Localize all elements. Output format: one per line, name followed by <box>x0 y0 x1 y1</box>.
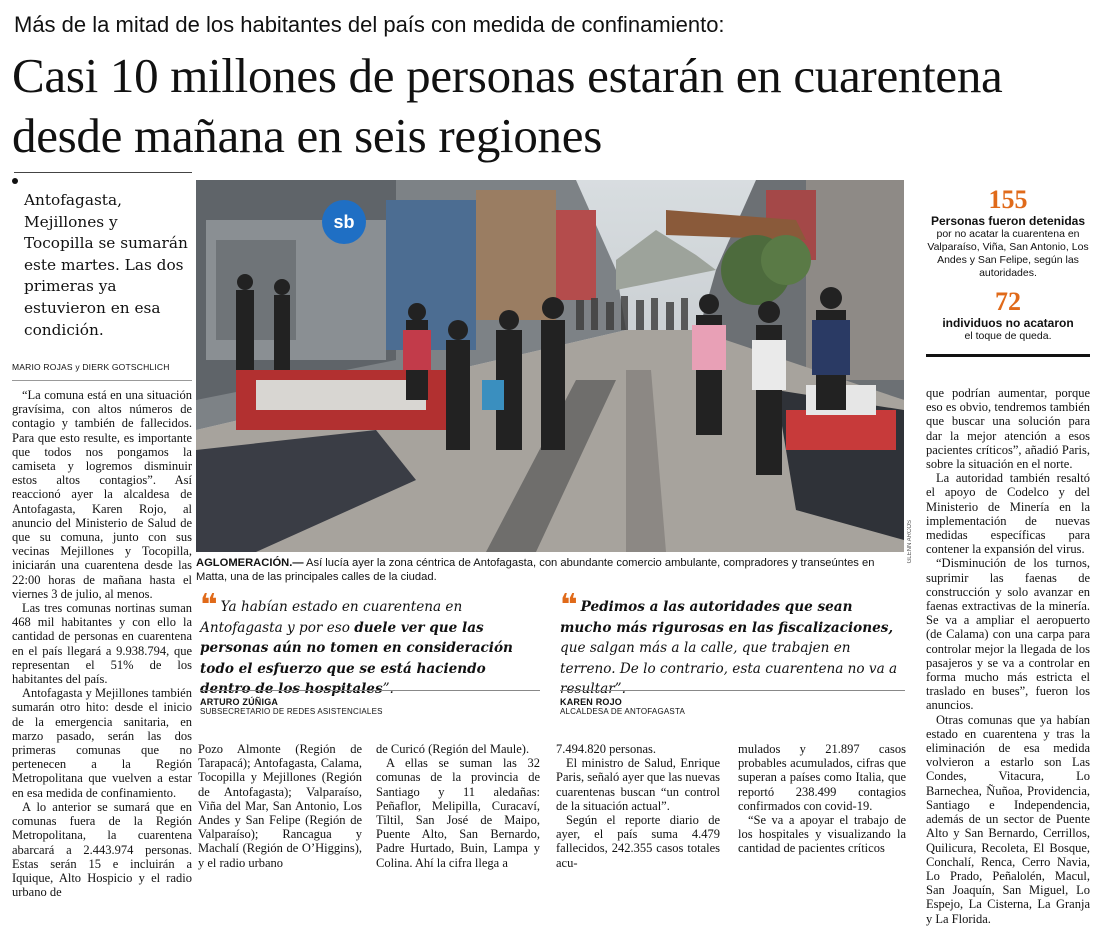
quote-1-attribution <box>200 697 540 716</box>
stat-1-number: 155 <box>988 185 1028 214</box>
quote-1-name: ARTURO ZÚÑIGA <box>200 697 279 707</box>
body-column-5 <box>738 742 906 860</box>
paragraph: Antofagasta y Mejillones también sumarán otro hito: desde el inicio de la emergencia sanitaria, en marzo pasado, serán las dos primeras comunas que no pertenecen a la Región Metropolitana que vuelven a estar en esa medida de confinamiento. <box>12 686 192 800</box>
stat-1-title: Personas fueron detenidas <box>930 214 1086 228</box>
stat-2-number: 72 <box>995 287 1021 316</box>
stat-1-text: por no acatar la cuarentena en Valparaíso, Viña, San Antonio, Los Andes y San Felipe, según las autoridades. <box>927 228 1089 279</box>
paragraph: “La comuna está en una situación gravísima, con altos números de contagio y también de fallecidos. Para que esto resulte, es importante que todos nos pongamos la camiseta y logremos disminuir estos altos contagios”. Así reaccionó ayer la alcaldesa de Antofagasta, Karen Rojo, al anuncio del Ministerio de Salud de que su comuna, junto con sus vecinas Mejillones y Tocopilla, iniciarán una cuarentena desde las 22:00 horas de mañana hasta el viernes 3 de julio, al menos. <box>12 388 192 601</box>
paragraph: “Disminución de los turnos, suprimir las faenas de construcción y solo avanzar en faenas extractivas de la minería. Se va a ampliar el aeropuerto (de Calama) con una carpa para controlar mejor la llegada de los pasajeros y se va a controlar en forma mucho más estricta el traslado en buses”, fueron los anuncios. <box>926 556 1090 713</box>
quote-mark-icon: ❝ <box>200 588 215 623</box>
stat-2-text: el toque de queda. <box>964 330 1052 342</box>
quote-2-role: ALCALDESA DE ANTOFAGASTA <box>560 707 685 716</box>
paragraph: A ellas se suman las 32 comunas de la provincia de Santiago y 11 aledañas: Peñaflor, Melipilla, Curacaví, Tiltil, San José de Maipo, Puente Alto, San Bernardo, Padre Hurtado, Buin, Lampa y Colina. Ahí la cifra llega a <box>376 756 540 870</box>
kicker: Más de la mitad de los habitantes del país con medida de confinamiento: <box>14 12 725 37</box>
paragraph: de Curicó (Región del Maule). <box>376 742 530 756</box>
lead-text: Antofagasta, Mejillones y Tocopilla se sumarán este martes. Las dos primeras ya estuvieron en esa condición. <box>24 191 188 339</box>
paragraph: Según el reporte diario de ayer, el país suma 4.479 fallecidos, 242.355 casos totales acu- <box>556 813 720 870</box>
paragraph: mulados y 21.897 casos probables acumulados, cifras que superan a países como Italia, que reportó 238.499 contagios confirmados con covid-19. <box>738 742 906 813</box>
pull-quote-2 <box>560 588 905 700</box>
sidebar-rule <box>926 354 1090 357</box>
paragraph: Otras comunas que ya habían estado en cuarentena y tras la eliminación de esa medida volvieron a estarlo son Las Condes, Vitacura, Lo Barnechea, Ñuñoa, Providencia, Santiago e Independencia, además de un sector de Puente Alto y San Bernardo, Cerrillos, Quilicura, Recoleta, El Bosque, Conchalí, Renca, Cerro Navia, Lo Prado, Peñalolén, Macul, San Joaquín, San Miguel, Lo Espejo, La Cisterna, La Granja y La Florida. <box>926 712 1090 926</box>
photo-credit: GLENN ARCOS <box>907 520 913 564</box>
news-photo <box>196 180 904 552</box>
photo-caption <box>196 556 906 584</box>
headline: Casi 10 millones de personas estarán en cuarentena desde mañana en seis regiones <box>12 48 1003 163</box>
paragraph: “Se va a apoyar el trabajo de los hospitales y visualizando la cantidad de pacientes críticos <box>738 813 906 856</box>
body-column-4 <box>556 742 720 870</box>
quote-1-post: ”. <box>382 681 394 697</box>
quote-2-rule <box>560 690 905 691</box>
paragraph: Pozo Almonte (Región de Tarapacá); Antofagasta, Calama, Tocopilla y Mejillones (Región de Antofagasta); Valparaíso, Viña del Mar, San Antonio, Los Andes y San Felipe (Región de Valparaíso); Rancagua y Machalí (Región de O’Higgins), y el radio urbano <box>198 742 362 870</box>
lead-rule <box>14 172 192 173</box>
body-column-2 <box>198 742 362 870</box>
paragraph: Las tres comunas nortinas suman 468 mil habitantes y con ello la cantidad de personas en cuarentena en el país llegará a 9.938.794, que representan el 51% de los habitantes del país. <box>12 601 192 687</box>
paragraph: La autoridad también resaltó el apoyo de Codelco y del Ministerio de Minería en la implementación de nuevas medidas específicas para contener la expansión del virus. <box>926 471 1090 557</box>
caption-text: Así lucía ayer la zona céntrica de Antofagasta, con abundante comercio ambulante, compradores y transeúntes en Matta, una de las principales calles de la ciudad. <box>196 557 875 583</box>
quote-1-pre: Ya habían estado en cuarentena en Antofagasta y por eso <box>200 599 463 636</box>
quote-2-bold: Pedimos a las autoridades que sean mucho más rigurosas en las fiscalizaciones, <box>560 599 894 636</box>
quote-1-rule <box>200 690 540 691</box>
bullet-icon <box>12 178 18 184</box>
paragraph: El ministro de Salud, Enrique Paris, señaló ayer que las nuevas cuarentenas buscan “un control de la situación actual”. <box>556 756 720 813</box>
paragraph: que podrían aumentar, porque eso es obvio, tendremos también que buscar una solución para dar la mejor atención a esos pacientes críticos”, añadió Paris, sobre la situación en el norte. <box>926 386 1090 472</box>
byline: MARIO ROJAS y DIERK GOTSCHLICH <box>12 362 192 381</box>
store-sign: sb <box>333 212 355 232</box>
body-column-right <box>926 386 1090 926</box>
body-column-3 <box>376 742 540 870</box>
stat-2-title: individuos no acataron <box>942 316 1074 330</box>
street-scene-image <box>196 180 904 552</box>
caption-lead: AGLOMERACIÓN.— <box>196 557 304 569</box>
quote-1-role: SUBSECRETARIO DE REDES ASISTENCIALES <box>200 707 383 716</box>
stats-sidebar <box>926 186 1090 343</box>
quote-2-attribution <box>560 697 905 716</box>
quote-mark-icon: ❝ <box>560 588 575 623</box>
pull-quote-1 <box>200 588 540 700</box>
body-column-1 <box>12 388 192 900</box>
quote-1-bold: duele ver que las personas aún no tomen en consideración todo el esfuerzo que se está haciendo dentro de los hospitales <box>200 619 513 697</box>
quote-2-name: KAREN ROJO <box>560 697 623 707</box>
quote-2-post: que salgan más a la calle, que trabajen en terreno. De lo contrario, esta cuarentena no va a resultar”. <box>560 640 898 697</box>
paragraph: A lo anterior se sumará que en comunas fuera de la Región Metropolitana, la cuarentena abarcará a 2.443.974 personas. Estas serán 15 e incluirán a Iquique, Alto Hospicio y el radio urbano de <box>12 799 192 900</box>
paragraph: 7.494.820 personas. <box>556 742 656 756</box>
